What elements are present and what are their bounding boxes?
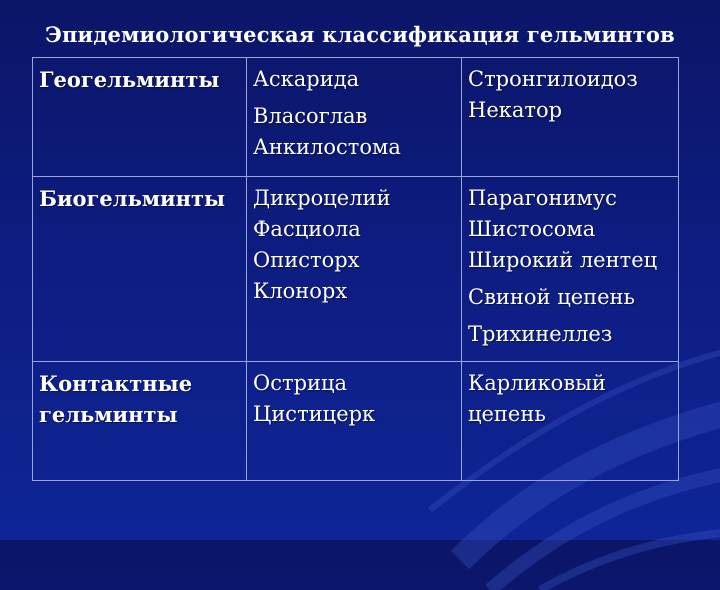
species-cell [247,58,462,177]
species-name: Власоглав [253,104,368,128]
group-name: Геогельминты [39,67,220,92]
species-name: Шистосома [468,217,596,241]
species-name: Аскарида [253,67,360,91]
species-name: Фасциола [253,217,361,241]
species-name: Трихинеллез [468,322,613,346]
species-cell [462,58,679,177]
species-name: Стронгилоидоз [468,67,638,91]
species-name: Цистицерк [253,402,376,426]
table-row [33,177,679,362]
species-name: Свиной цепень [468,285,635,309]
species-name: Дикроцелий [253,186,391,210]
species-name: Анкилостома [253,135,401,159]
species-name: Клонорх [253,279,348,303]
group-name: Биогельминты [39,186,226,211]
group-cell [33,58,247,177]
table-row [33,58,679,177]
table-row [33,362,679,481]
species-name: Парагонимус [468,186,617,210]
species-cell [247,362,462,481]
classification-table [32,57,679,481]
group-name: гельминты [39,402,178,427]
slide-title: Эпидемиологическая классификация гельминтов [45,22,675,47]
species-cell [462,362,679,481]
species-name: Описторх [253,248,360,272]
species-name: Острица [253,371,348,395]
group-cell [33,177,247,362]
species-cell [247,177,462,362]
species-name: Карликовый [468,371,606,395]
species-name: Широкий лентец [468,248,658,272]
species-name: цепень [468,402,546,426]
group-cell [33,362,247,481]
species-name: Некатор [468,98,563,122]
species-cell [462,177,679,362]
group-name: Контактные [39,371,193,396]
